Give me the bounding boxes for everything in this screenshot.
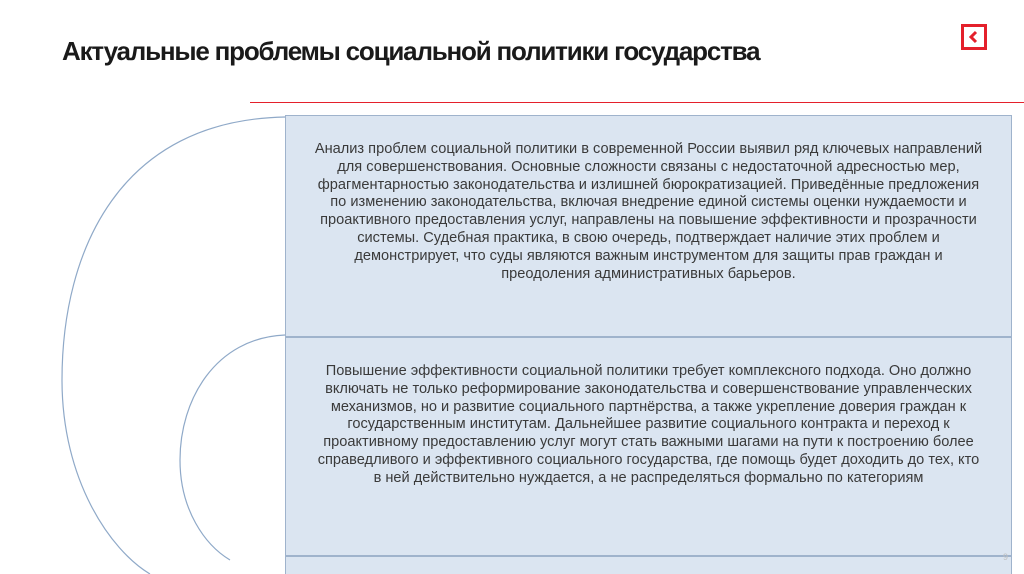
page-number: 9 bbox=[1003, 552, 1009, 562]
inner-arc bbox=[180, 335, 285, 560]
content-panel-1 bbox=[285, 115, 1012, 337]
slide-title: Актуальные проблемы социальной политики государства bbox=[62, 36, 760, 66]
paragraph-1: Анализ проблем социальной политики в современной России выявил ряд ключевых направлений для совершенствования. Основные сложности связаны с недостаточной адресностью мер, фрагментарностью законодательства и излишней бюрократизацией. Приведённые предложения по изменению законодательства, включая внедрение единой системы оценки нуждаемости и проактивного предоставления услуг, направлены на повышение эффективности и прозрачности системы. Судебная практика, в свою очередь, подтверждает наличие этих проблем и демонстрирует, что суды являются важным инструментом для защиты прав граждан и преодоления административных барьеров. bbox=[314, 141, 983, 282]
paragraph-2: Повышение эффективности социальной политики требует комплексного подхода. Оно должно включать не только реформирование законодательства и совершенствование управленческих механизмов, но и развитие социального партнёрства, а также укрепление доверия граждан к государственным институтам. Дальнейшее развитие социального контракта и переход к проактивному предоставлению услуг могут стать важными шагами на пути к построению более справедливого и эффективного социального государства, где помощь будет доходить до тех, кто в ней действительно нуждается, а не распределяться формально по категориям bbox=[317, 363, 980, 486]
content-panel-3 bbox=[285, 556, 1012, 574]
content-panel-2 bbox=[285, 337, 1012, 556]
outer-arc bbox=[62, 117, 285, 574]
